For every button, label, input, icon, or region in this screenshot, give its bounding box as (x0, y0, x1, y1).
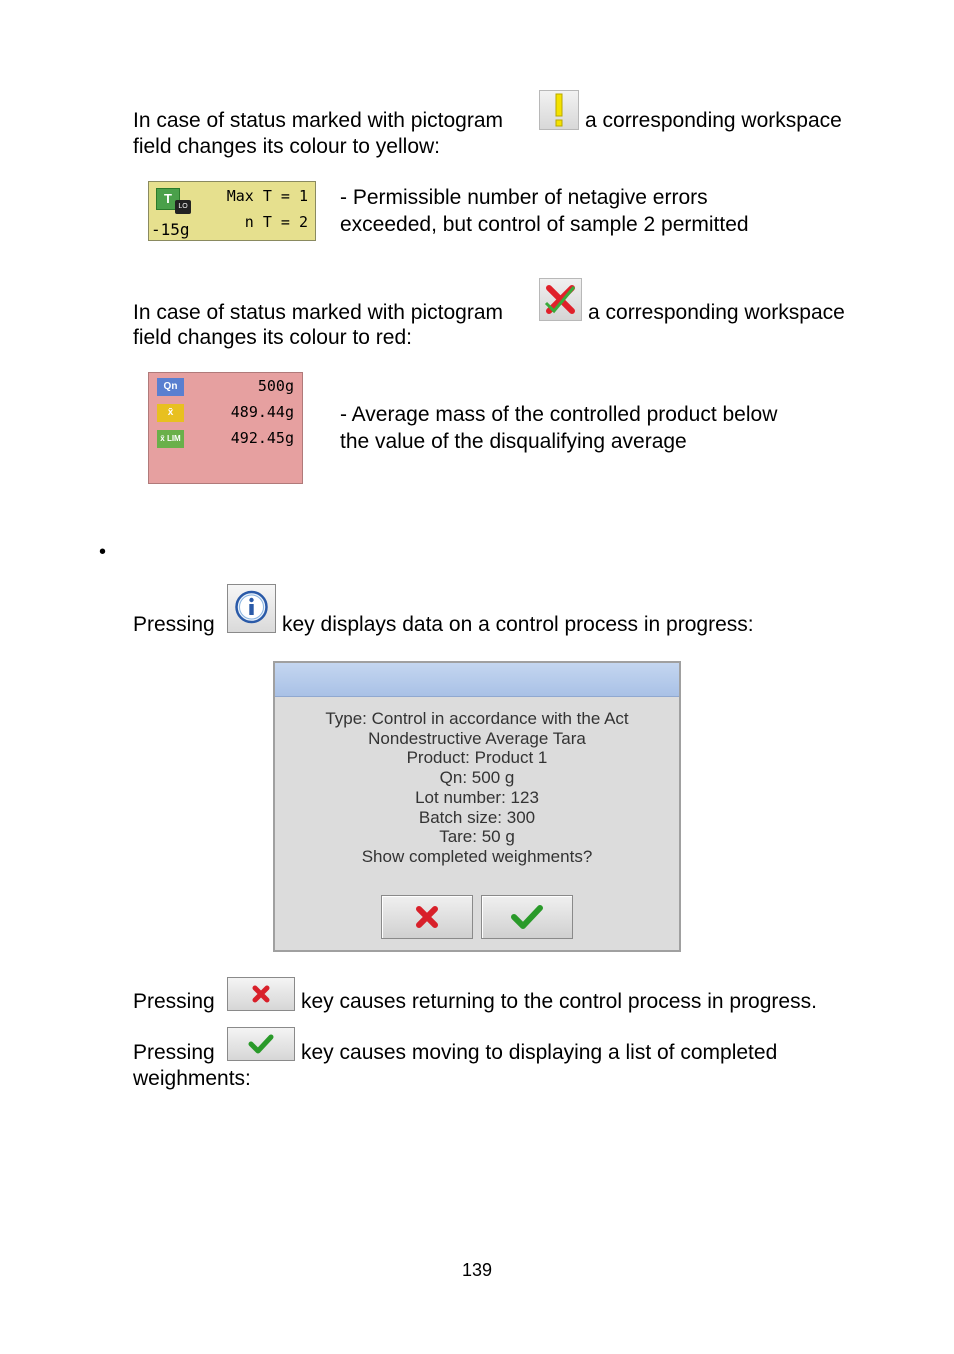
red-x-icon (250, 983, 272, 1005)
dialog-confirm-button[interactable] (481, 895, 573, 939)
info-key-text: key displays data on a control process in progress: (282, 613, 754, 636)
control-process-dialog (273, 661, 681, 952)
yellow-workspace-field (148, 181, 316, 241)
red-desc-line2: the value of the disqualifying average (340, 430, 687, 453)
dialog-body (275, 709, 679, 867)
red-workspace-field (148, 372, 303, 484)
lo-badge: LO (175, 200, 191, 214)
info-icon (228, 585, 275, 632)
yellow-desc-line1: - Permissible number of netagive errors (340, 186, 708, 209)
dialog-line-type: Type: Control in accordance with the Act (325, 709, 629, 728)
confirm-key-image (227, 1027, 295, 1061)
dialog-line-product: Product: Product 1 (406, 748, 548, 768)
cancel-key-text: key causes returning to the control process in progress. (301, 990, 817, 1013)
tare-tag: T (156, 188, 180, 210)
dialog-line-method: Nondestructive Average Tara (368, 728, 586, 748)
dialog-line-batch: Batch size: 300 (418, 807, 536, 827)
yellow-intro-line2: field changes its colour to yellow: (133, 135, 440, 158)
red-intro-after: a corresponding workspace (588, 301, 845, 324)
dialog-titlebar (275, 663, 679, 697)
red-intro-line2: field changes its colour to red: (133, 326, 412, 349)
pressing-label-confirm: Pressing (133, 1041, 215, 1064)
average-value: 489.44g (230, 403, 294, 421)
yellow-value: -15g (151, 220, 190, 239)
average-limit-tag: x̄ LIM (157, 430, 184, 448)
qn-tag: Qn (157, 378, 184, 396)
bullet: • (99, 541, 107, 563)
n-t-row: n T = 2 (244, 213, 308, 231)
yellow-intro-after: a corresponding workspace (585, 109, 842, 132)
green-check-icon (511, 904, 543, 930)
max-t-row: Max T = 1 (226, 187, 308, 205)
average-limit-value: 492.45g (230, 429, 294, 447)
info-key (227, 584, 276, 633)
red-x-icon (414, 904, 440, 930)
exclamation-icon (539, 90, 579, 130)
cancel-key-image (227, 977, 295, 1011)
page-number: 139 (461, 1260, 493, 1280)
dialog-line-question: Show completed weighments? (361, 846, 593, 866)
pressing-label-info: Pressing (133, 613, 215, 636)
dialog-line-qn: Qn: 500 g (439, 768, 515, 788)
yellow-intro-before: In case of status marked with pictogram (133, 109, 503, 132)
yellow-desc-line2: exceeded, but control of sample 2 permitted (340, 213, 749, 236)
dialog-line-lot: Lot number: 123 (415, 787, 539, 807)
confirm-key-text: key causes moving to displaying a list of completed (301, 1041, 778, 1064)
red-intro-before: In case of status marked with pictogram (133, 301, 503, 324)
average-tag: x̄ (157, 404, 184, 422)
qn-value: 500g (257, 377, 294, 395)
dialog-line-tare: Tare: 50 g (439, 827, 515, 847)
dialog-cancel-button[interactable] (381, 895, 473, 939)
green-check-icon (248, 1033, 274, 1055)
red-x-icon (539, 278, 582, 321)
red-desc-line1: - Average mass of the controlled product below (340, 403, 778, 426)
confirm-key-text-line2: weighments: (133, 1067, 251, 1090)
pressing-label-cancel: Pressing (133, 990, 215, 1013)
